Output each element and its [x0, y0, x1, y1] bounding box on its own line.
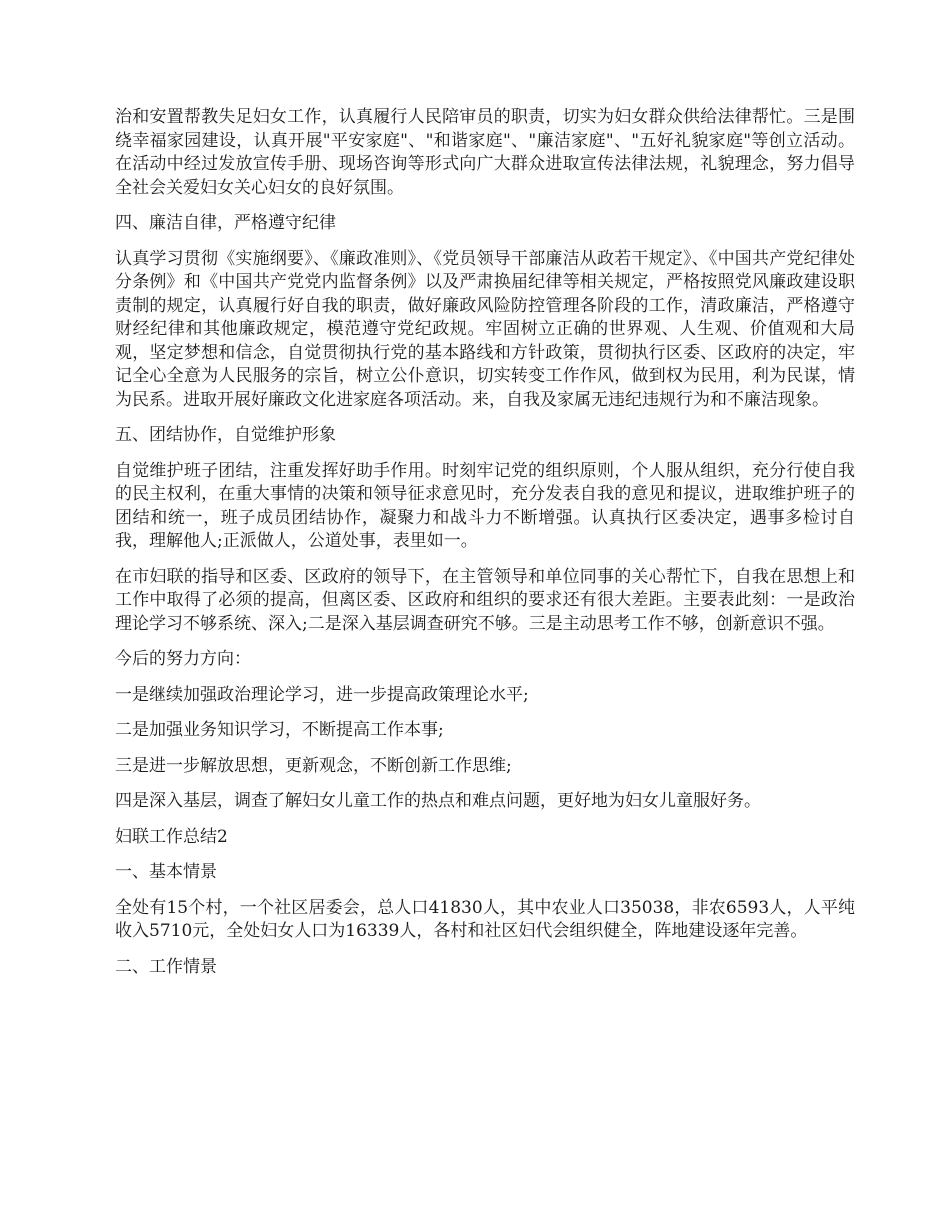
paragraph-unity: 自觉维护班子团结，注重发挥好助手作用。时刻牢记党的组织原则，个人服从组织，充分行使自我的民主权利，在重大事情的决策和领导征求意见时，充分发表自我的意见和提议，进取维护班子的团结和统一，班子成员团结协作，凝聚力和战斗力不断增强。认真执行区委决定，遇事多检讨自我，理解他人;正派做人，公道处事，表里如一。	[115, 460, 855, 551]
paragraph-legal-help: 治和安置帮教失足妇女工作，认真履行人民陪审员的职责，切实为妇女群众供给法律帮忙。三是围绕幸福家园建设，认真开展"平安家庭"、"和谐家庭"、"廉洁家庭"、"五好礼貌家庭"等创立活动。在活动中经过发放宣传手册、现场咨询等形式向广大群众进取宣传法律法规，礼貌理念，努力倡导全社会关爱妇女关心妇女的良好氛围。	[115, 107, 855, 198]
paragraph-basic-situation: 全处有15个村，一个社区居委会，总人口41830人，其中农业人口35038，非农6593人，人平纯收入5710元，全处妇女人口为16339人，各村和社区妇代会组织健全，阵地建设逐年完善。	[115, 897, 855, 941]
list-item-direction-3: 三是进一步解放思想，更新观念，不断创新工作思维;	[115, 755, 512, 776]
heading-unity: 五、团结协作，自觉维护形象	[115, 425, 336, 445]
heading-work-situation: 二、工作情景	[115, 956, 217, 977]
list-item-direction-1: 一是继续加强政治理论学习，进一步提高政策理论水平;	[115, 684, 529, 705]
paragraph-shortcomings: 在市妇联的指导和区委、区政府的领导下，在主管领导和单位同事的关心帮忙下，自我在思想上和工作中取得了必须的提高，但离区委、区政府和组织的要求还有很大差距。主要表此刻：一是政治理论学习不够系统、深入;二是深入基层调查研究不够。三是主动思考工作不够，创新意识不强。	[115, 566, 855, 634]
list-item-direction-2: 二是加强业务知识学习，不断提高工作本事;	[115, 720, 444, 740]
heading-basic-situation: 一、基本情景	[115, 862, 217, 882]
section-title-summary-2: 妇联工作总结2	[115, 826, 228, 847]
paragraph-integrity: 认真学习贯彻《实施纲要》、《廉政准则》、《党员领导干部廉洁从政若干规定》、《中国共产党纪律处分条例》和《中国共产党党内监督条例》以及严肃换届纪律等相关规定，严格按照党风廉政建设职责制的规定，认真履行好自我的职责，做好廉政风险防控管理各阶段的工作，清政廉洁，严格遵守财经纪律和其他廉政规定，模范遵守党纪政规。牢固树立正确的世界观、人生观、价值观和大局观，坚定梦想和信念，自觉贯彻执行党的基本路线和方针政策，贯彻执行区委、区政府的决定，牢记全心全意为人民服务的宗旨，树立公仆意识，切实转变工作作风，做到权为民用，利为民谋，情为民系。进取开展好廉政文化进家庭各项活动。来，自我及家属无违纪违规行为和不廉洁现象。	[115, 248, 855, 410]
heading-future-direction: 今后的努力方向：	[115, 649, 251, 669]
heading-integrity: 四、廉洁自律，严格遵守纪律	[115, 213, 336, 233]
list-item-direction-4: 四是深入基层，调查了解妇女儿童工作的热点和难点问题，更好地为妇女儿童服好务。	[115, 791, 761, 811]
document-page	[115, 106, 855, 991]
